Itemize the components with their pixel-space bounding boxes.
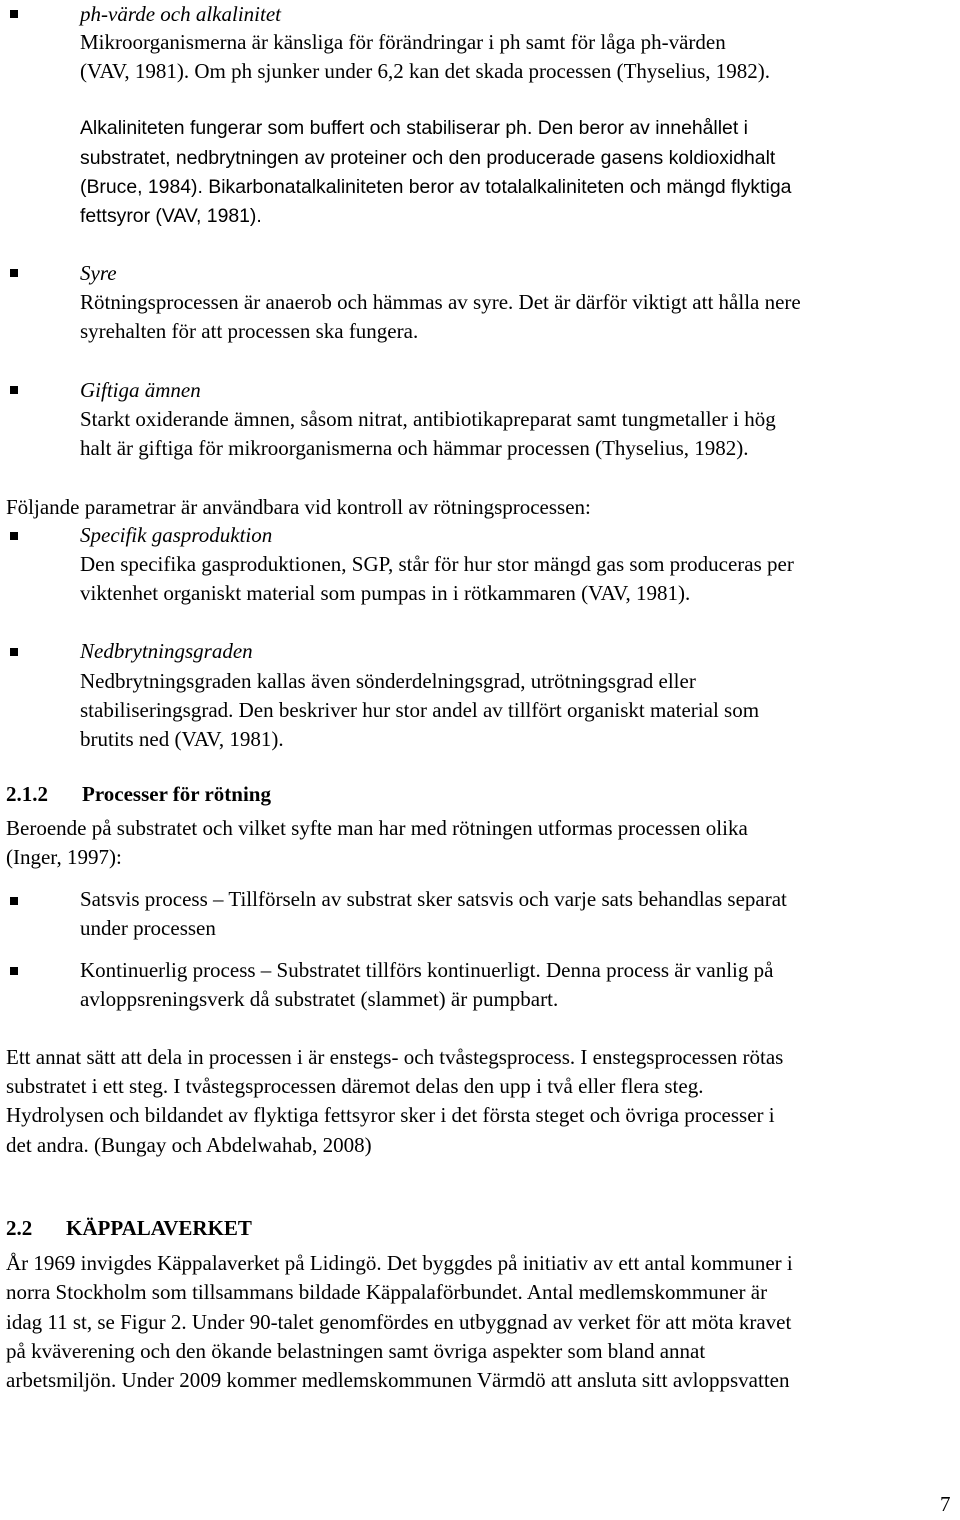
s212-p2-line-3: Hydrolysen och bildandet av flyktiga fettsyror sker i det första steget och övriga processer i [6,1103,775,1127]
section-title-22: KÄPPALAVERKET [66,1216,252,1240]
giftiga-line-2: halt är giftiga för mikroorganismerna och hämmar processen (Thyselius, 1982). [80,436,749,460]
s212-p1-line-1: Beroende på substratet och vilket syfte man har med rötningen utformas processen olika [6,816,748,840]
nedbr-title: Nedbrytningsgraden [80,639,253,663]
s22-line-3: idag 11 st, se Figur 2. Under 90-talet genomfördes en utbyggnad av verket för att möta kravet [6,1310,792,1334]
s212-p1-line-2: (Inger, 1997): [6,845,122,869]
bullet-icon [10,532,18,540]
giftiga-title: Giftiga ämnen [80,378,201,402]
syre-title: Syre [80,261,117,285]
bullet-icon [10,386,18,394]
section-title-212: Processer för rötning [82,782,271,806]
ph-title: ph-värde och alkalinitet [80,2,281,26]
s212-p2-line-2: substratet i ett steg. I tvåstegsprocessen däremot delas den upp i två eller flera steg. [6,1074,704,1098]
bullet-icon [10,967,18,975]
sgp-line-2: viktenhet organiskt material som pumpas in i rötkammaren (VAV, 1981). [80,581,691,605]
bullet-icon [10,10,18,18]
ph-line-1: Mikroorganismerna är känsliga för förändringar i ph samt för låga ph-värden [80,30,726,54]
s22-line-1: År 1969 invigdes Käppalaverket på Lidingö. Det byggdes på initiativ av ett antal kommuner i [6,1251,793,1275]
sgp-title: Specifik gasproduktion [80,523,273,547]
s22-line-4: på kväverening och den ökande belastningen samt övriga aspekter som bland annat [6,1339,706,1363]
syre-line-1: Rötningsprocessen är anaerob och hämmas av syre. Det är därför viktigt att hålla nere [80,290,801,314]
page-number: 7 [940,1492,951,1516]
sgp-line-1: Den specifika gasproduktionen, SGP, står för hur stor mängd gas som produceras per [80,552,794,576]
bullet-icon [10,648,18,656]
s212-b1-line-2: under processen [80,916,216,940]
alk-line-3: (Bruce, 1984). Bikarbonatalkaliniteten beror av totalalkaliniteten och mängd flyktiga [80,176,792,198]
s22-line-5: arbetsmiljön. Under 2009 kommer medlemskommunen Värmdö att ansluta sitt avloppsvatten [6,1368,790,1392]
nedbr-line-2: stabiliseringsgrad. Den beskriver hur stor andel av tillfört organiskt material som [80,698,760,722]
alk-line-1: Alkaliniteten fungerar som buffert och stabiliserar ph. Den beror av innehållet i [80,117,748,139]
giftiga-line-1: Starkt oxiderande ämnen, såsom nitrat, antibiotikapreparat samt tungmetaller i hög [80,407,776,431]
alk-line-2: substratet, nedbrytningen av proteiner och den producerade gasens koldioxidhalt [80,147,776,169]
bullet-icon [10,897,18,905]
s212-p2-line-1: Ett annat sätt att dela in processen i är enstegs- och tvåstegsprocess. I enstegsprocessen rötas [6,1045,784,1069]
s212-b2-line-1: Kontinuerlig process – Substratet tillförs kontinuerligt. Denna process är vanlig på [80,958,774,982]
syre-line-2: syrehalten för att processen ska fungera. [80,319,419,343]
section-number-212: 2.1.2 [6,782,48,806]
section-number-22: 2.2 [6,1216,33,1240]
s212-b1-line-1: Satsvis process – Tillförseln av substrat sker satsvis och varje sats behandlas separat [80,887,787,911]
nedbr-line-3: brutits ned (VAV, 1981). [80,727,284,751]
bullet-icon [10,269,18,277]
ph-line-2: (VAV, 1981). Om ph sjunker under 6,2 kan det skada processen (Thyselius, 1982). [80,59,770,83]
s212-b2-line-2: avloppsreningsverk då substratet (slammet) är pumpbart. [80,987,559,1011]
s212-p2-line-4: det andra. (Bungay och Abdelwahab, 2008) [6,1133,372,1157]
s22-line-2: norra Stockholm som tillsammans bildade Käppalaförbundet. Antal medlemskommuner är [6,1280,768,1304]
nedbr-line-1: Nedbrytningsgraden kallas även sönderdelningsgrad, utrötningsgrad eller [80,669,696,693]
alk-line-4: fettsyror (VAV, 1981). [80,205,262,227]
params-intro: Följande parametrar är användbara vid kontroll av rötningsprocessen: [6,495,591,519]
